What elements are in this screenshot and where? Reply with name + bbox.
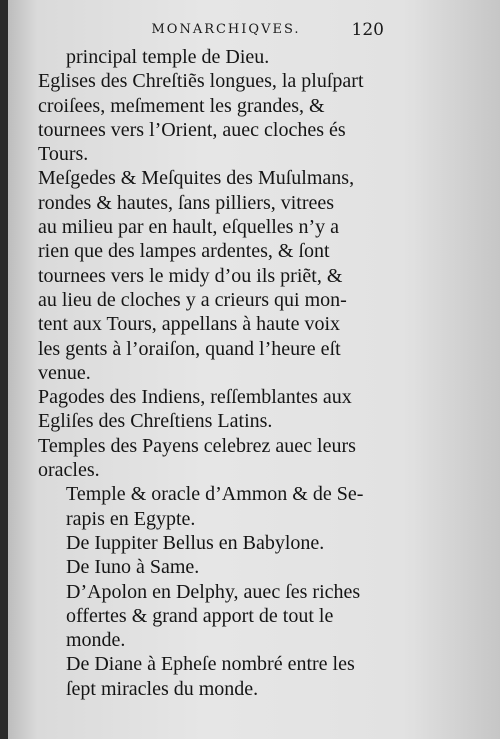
running-head: MONARCHIQVES. <box>151 22 301 37</box>
text-line: au milieu par en hault, eſquelles n’y a <box>38 216 340 239</box>
page-number: 120 <box>351 20 384 40</box>
paragraph-2 <box>38 69 393 166</box>
paragraph-4 <box>38 385 393 434</box>
text-line: D’Apolon en Delphy, auec ſes riches <box>66 580 361 603</box>
text-line: rapis en Egypte. <box>66 507 196 530</box>
show-through-shading <box>413 0 500 739</box>
text-line: rien que des lampes ardentes, & ſont <box>38 240 330 263</box>
text-line: De Iuno à Same. <box>66 556 200 579</box>
book-page <box>8 0 500 739</box>
paragraph-3 <box>38 166 393 385</box>
text-line: venue. <box>38 361 91 384</box>
text-line: monde. <box>66 629 126 652</box>
text-line: croiſees, meſmement les grandes, & <box>38 94 325 117</box>
paragraph-6 <box>38 482 393 531</box>
text-line: Eglises des Chreſtiẽs longues, la pluſpart <box>38 70 364 93</box>
paragraph-7 <box>38 531 393 555</box>
text-line: De Iuppiter Bellus en Babylone. <box>66 531 325 554</box>
paragraph-10 <box>38 652 393 701</box>
text-line: Tours. <box>38 143 89 166</box>
text-line: principal temple de Dieu. <box>66 46 270 68</box>
text-line: De Diane à Epheſe nombré entre les <box>66 653 355 676</box>
text-line: tournees vers l’Orient, auec cloches és <box>38 118 346 141</box>
paragraph-5 <box>38 434 393 483</box>
text-line: offertes & grand apport de tout le <box>66 604 334 627</box>
text-line: Pagodes des Indiens, reſſemblantes aux <box>38 386 352 409</box>
text-line: au lieu de cloches y a crieurs qui mon- <box>38 288 347 311</box>
text-line: rondes & hautes, ſans pilliers, vitrees <box>38 191 335 214</box>
text-line: tournees vers le midy d’ou ils priẽt, & <box>38 264 343 287</box>
text-line: Temple & oracle d’Ammon & de Se- <box>66 483 364 506</box>
text-line: Meſgedes & Meſquites des Muſulmans, <box>38 167 355 190</box>
paragraph-1 <box>38 45 393 69</box>
text-line: ſept miracles du monde. <box>66 677 259 700</box>
paragraph-9 <box>38 580 393 653</box>
text-line: tent aux Tours, appellans à haute voix <box>38 313 341 336</box>
text-line: les gents à l’oraiſon, quand l’heure eſt <box>38 337 341 360</box>
text-line: oracles. <box>38 459 100 482</box>
page-body <box>38 45 393 701</box>
paragraph-8 <box>38 555 393 579</box>
text-line: Egliſes des Chreſtiens Latins. <box>38 410 273 433</box>
text-line: Temples des Payens celebrez auec leurs <box>38 434 356 457</box>
